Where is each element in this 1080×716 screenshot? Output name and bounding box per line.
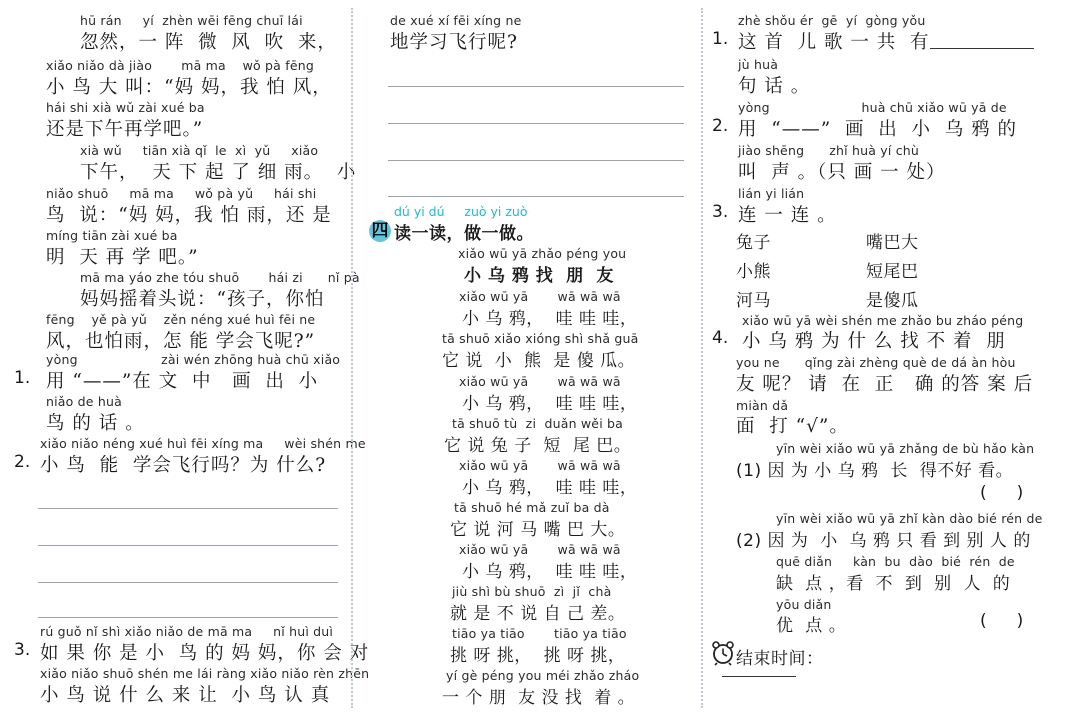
q3-text: 连 一 连 。	[738, 205, 837, 226]
poem-line: 挑 呀 挑， 挑 呀 挑，	[450, 646, 626, 666]
poem-line: 就 是 不 说 自 己 差。	[450, 604, 626, 624]
pinyin-line: fēng yě pà yǔ zěn néng xué huì fēi ne	[46, 312, 316, 327]
q2-text: 用 “——” 画 出 小 乌 鸦 的	[738, 119, 1017, 140]
q1-number: 1.	[14, 368, 31, 388]
section-pinyin: dú yi dú zuò yi zuò	[394, 204, 528, 219]
q2-pinyin: xiǎo niǎo néng xué huì fēi xíng ma wèi shén me	[40, 436, 366, 451]
poem-line: 小 鸟 大 叫：“妈 妈，我 怕 风，	[46, 77, 332, 98]
q3-number: 3.	[712, 202, 729, 222]
q4-text-3: 面 打 “√”。	[736, 416, 849, 437]
poem-line: 妈妈摇着头说：“孩子，你怕	[80, 289, 325, 310]
option2-pinyin: yīn wèi xiǎo wū yā zhǐ kàn dào bié rén de	[776, 511, 1043, 526]
poem-line: 一 个 朋 友 没 找 着 。	[442, 688, 636, 708]
q1-pinyin: yòng zài wén zhōng huà chū xiǎo	[46, 352, 341, 367]
q3-text-2: 小 鸟 说 什 么 来 让 小 鸟 认 真	[40, 685, 331, 706]
q4-text-2: 友 呢？ 请 在 正 确 的答 案 后	[736, 374, 1034, 395]
q4-number: 4.	[712, 328, 729, 348]
match-right-item[interactable]: 是傻瓜	[866, 291, 919, 311]
section-number-badge: 四	[369, 220, 391, 242]
q1-pinyin: zhè shǒu ér gē yí gòng yǒu	[738, 13, 926, 28]
option2-pinyin-2: quē diǎn kàn bu dào bié rén de	[776, 554, 1015, 569]
q1-text: 这 首 儿 歌 一 共 有	[738, 32, 930, 53]
pinyin-line: xiǎo wū yā wā wā wā	[459, 289, 621, 304]
pinyin-line: tā shuō hé mǎ zuǐ ba dà	[454, 500, 610, 515]
section-title: 读一读，做一做。	[394, 224, 534, 244]
q2-pinyin: yòng huà chū xiǎo wū yā de	[738, 100, 1007, 115]
q3-pinyin-2: xiǎo niǎo shuō shén me lái ràng xiǎo niǎo rèn zhēn	[40, 666, 370, 681]
column-middle	[354, 0, 700, 716]
match-right-item[interactable]: 嘴巴大	[866, 233, 919, 253]
poem-line: 还是下午再学吧。”	[46, 119, 204, 140]
poem-line: 忽然，一 阵 微 风 吹 来，	[80, 32, 337, 53]
pinyin-line: yí gè péng you méi zhǎo zháo	[446, 668, 640, 683]
q3-text: 如 果 你 是 小 鸟 的 妈 妈，你 会 对	[40, 643, 370, 664]
poem-line: 明 天 再 学 吧。”	[46, 247, 199, 268]
poem-line: 鸟 说：“妈 妈，我 怕 雨，还 是	[46, 205, 332, 226]
answer-line[interactable]	[388, 123, 684, 124]
q1-number: 1.	[712, 29, 729, 49]
column-divider	[701, 8, 703, 708]
poem-title: 小 乌 鸦 找 朋 友	[464, 266, 614, 286]
q4-text: 小 乌 鸦 为 什 么 找 不 着 朋	[742, 331, 1006, 352]
q4-pinyin: xiǎo wū yā wèi shén me zhǎo bu zháo péng	[742, 313, 1024, 328]
q1-text-2: 鸟 的 话 。	[46, 413, 145, 434]
answer-line[interactable]	[38, 582, 338, 583]
option2-text-3: 优 点 。	[776, 616, 847, 636]
pinyin-line: de xué xí fēi xíng ne	[390, 13, 522, 28]
poem-line: 下午， 天 下 起 了 细 雨。 小	[80, 162, 357, 183]
q2-text-2: 叫 声 。（只 画 一 处）	[738, 162, 946, 183]
column-left	[0, 0, 370, 716]
pinyin-line: xiǎo wū yā wā wā wā	[459, 458, 621, 473]
pinyin-line: tā shuō tù zi duǎn wěi ba	[452, 416, 624, 431]
answer-line[interactable]	[388, 160, 684, 161]
alarm-clock-icon	[710, 640, 736, 666]
column-divider	[351, 8, 353, 708]
match-left-item[interactable]: 兔子	[736, 233, 771, 253]
pinyin-line: hái shi xià wǔ zài xué ba	[46, 100, 205, 115]
q1-text: 用 “——”在 文 中 画 出 小	[46, 371, 319, 392]
end-time-blank[interactable]	[722, 676, 796, 677]
q3-number: 3.	[14, 640, 31, 660]
pinyin-line: jiù shì bù shuō zì jǐ chà	[452, 584, 612, 599]
option1-text: (1) 因 为 小 乌 鸦 长 得不好 看。	[736, 461, 1014, 481]
q1-pinyin-2: niǎo de huà	[46, 394, 122, 409]
q3-continuation: 地学习飞行呢?	[390, 32, 518, 53]
poem-line: 小 乌 鸦， 哇 哇 哇，	[462, 562, 638, 582]
q3-pinyin: lián yi lián	[738, 186, 805, 201]
poem-line: 小 乌 鸦， 哇 哇 哇，	[462, 394, 638, 414]
poem-line: 它 说 河 马 嘴 巴 大。	[450, 520, 626, 540]
q1-answer-blank[interactable]	[930, 48, 1034, 49]
q1-pinyin-2: jù huà	[738, 57, 779, 72]
q2-number: 2.	[14, 452, 31, 472]
poem-title-pinyin: xiǎo wū yā zhǎo péng you	[458, 246, 627, 261]
answer-line[interactable]	[38, 508, 338, 509]
q2-text: 小 鸟 能 学会飞行吗？为 什么?	[40, 455, 327, 476]
pinyin-line: xià wǔ tiān xià qǐ le xì yǔ xiǎo	[80, 143, 319, 158]
column-right	[704, 0, 1080, 716]
match-left-item[interactable]: 河马	[736, 291, 771, 311]
option2-pinyin-3: yōu diǎn	[776, 597, 832, 612]
pinyin-line: míng tiān zài xué ba	[46, 228, 178, 243]
end-time-label: 结束时间：	[736, 649, 824, 669]
match-left-item[interactable]: 小熊	[736, 262, 771, 282]
answer-line[interactable]	[38, 617, 338, 618]
pinyin-line: xiǎo wū yā wā wā wā	[459, 542, 621, 557]
pinyin-line: tiāo ya tiāo tiāo ya tiāo	[452, 626, 627, 641]
option2-text-2: 缺 点 ，看 不 到 别 人 的	[776, 574, 1011, 594]
pinyin-line: mā ma yáo zhe tóu shuō hái zi nǐ pà	[80, 270, 360, 285]
answer-line[interactable]	[388, 196, 684, 197]
q2-pinyin-2: jiào shēng zhǐ huà yí chù	[738, 143, 920, 158]
answer-line[interactable]	[388, 86, 684, 87]
pinyin-line: xiǎo wū yā wā wā wā	[459, 374, 621, 389]
pinyin-line: hū rán yí zhèn wēi fēng chuī lái	[80, 13, 303, 28]
poem-line: 它 说 小 熊 是 傻 瓜。	[442, 351, 636, 371]
q4-pinyin-3: miàn dǎ	[736, 398, 789, 413]
poem-line: 风，也怕雨，怎 能 学会飞呢?”	[46, 331, 316, 352]
q4-pinyin-2: you ne qǐng zài zhèng què de dá àn hòu	[736, 355, 1016, 370]
poem-line: 它 说 兔 子 短 尾 巴。	[444, 436, 632, 456]
option2-text: (2) 因 为 小 乌 鸦 只 看 到 别 人 的	[736, 531, 1031, 551]
answer-line[interactable]	[38, 545, 338, 546]
option1-pinyin: yīn wèi xiǎo wū yā zhǎng de bù hǎo kàn	[776, 441, 1035, 456]
q1-text-2: 句 话 。	[738, 76, 811, 97]
pinyin-line: tā shuō xiǎo xióng shì shǎ guā	[442, 331, 639, 346]
pinyin-line: niǎo shuō mā ma wǒ pà yǔ hái shi	[46, 186, 317, 201]
q3-pinyin: rú guǒ nǐ shì xiǎo niǎo de mā ma nǐ huì duì	[40, 624, 334, 639]
option2-answer-paren[interactable]: ( )	[980, 611, 1024, 631]
pinyin-line: xiǎo niǎo dà jiào mā ma wǒ pà fēng	[46, 58, 314, 73]
q2-number: 2.	[712, 116, 729, 136]
option1-answer-paren[interactable]: ( )	[980, 483, 1024, 503]
poem-line: 小 乌 鸦， 哇 哇 哇，	[462, 309, 638, 329]
match-right-item[interactable]: 短尾巴	[866, 262, 919, 282]
poem-line: 小 乌 鸦， 哇 哇 哇，	[462, 478, 638, 498]
